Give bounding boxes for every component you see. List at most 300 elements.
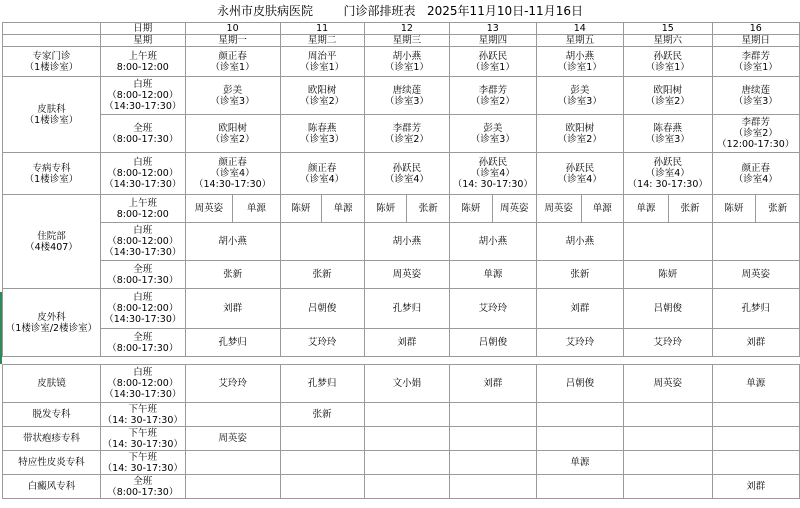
cell-line: 孔梦归 <box>218 337 247 348</box>
staff-cell <box>322 195 365 223</box>
staff-cell <box>712 365 800 403</box>
staff-cell <box>536 195 581 223</box>
weekday-cell <box>364 35 449 47</box>
staff-cell <box>450 77 537 115</box>
cell-line: 11 <box>316 23 329 34</box>
staff-cell <box>536 261 623 289</box>
cell-line: 孙跃民 <box>392 162 422 174</box>
staff-cell <box>536 77 623 115</box>
staff-cell <box>624 451 712 475</box>
cell-line: 全班 <box>133 263 153 275</box>
cell-line: 星期五 <box>565 35 595 46</box>
cell-line: 14 <box>573 23 586 34</box>
staff-cell <box>364 451 449 475</box>
staff-cell <box>280 223 364 261</box>
dept-expert <box>3 47 101 77</box>
cell-line: 吕朝俊 <box>565 378 595 389</box>
inpatient-day-row <box>3 223 800 261</box>
cell-line: 白班 <box>133 157 153 168</box>
cell-line: 孔梦归 <box>741 303 770 314</box>
staff-cell <box>280 261 364 289</box>
derm-full-row <box>3 115 800 153</box>
staff-cell <box>712 261 800 289</box>
scope-row <box>3 365 800 403</box>
cell-line: （诊室1） <box>300 61 345 73</box>
cell-line: 12 <box>400 23 413 34</box>
shift-cell <box>100 475 185 499</box>
staff-cell <box>185 261 280 289</box>
staff-cell <box>624 261 712 289</box>
staff-cell <box>280 427 364 451</box>
cell-line: 张新 <box>680 203 700 214</box>
header-weekday-row <box>3 35 800 47</box>
cell-line: （诊室1） <box>645 61 690 73</box>
cell-line: 上午班 <box>128 197 158 209</box>
separator <box>3 357 800 365</box>
cell-line: 胡小燕 <box>478 236 508 247</box>
staff-cell <box>185 223 280 261</box>
staff-cell <box>450 451 537 475</box>
weekday-cell <box>185 35 280 47</box>
staff-cell <box>450 153 537 195</box>
staff-cell <box>364 403 449 427</box>
hospital-name: 永州市皮肤病医院 <box>217 4 314 18</box>
cell-line: 孔梦归 <box>307 378 337 389</box>
shift-cell <box>100 289 185 329</box>
cell-line: （8:00-17:30） <box>107 486 179 498</box>
cell-line: （诊室4） <box>557 173 602 185</box>
cell-line: 星期六 <box>653 35 683 46</box>
cell-line: 周治平 <box>307 50 337 62</box>
cell-line: 单源 <box>636 203 656 214</box>
cell-line: 陈春燕 <box>653 122 683 134</box>
staff-cell <box>450 403 537 427</box>
inpatient-full-row <box>3 261 800 289</box>
cell-line: 陈妍 <box>724 203 744 214</box>
cell-line: （诊室2） <box>210 133 255 145</box>
cell-line: （诊室4） <box>210 168 255 179</box>
cell-line: 单源 <box>746 378 766 389</box>
staff-cell <box>364 427 449 451</box>
cell-line: 下午班 <box>128 451 158 463</box>
dept-inpatient <box>3 195 101 289</box>
cell-line: 胡小燕 <box>392 236 422 247</box>
cell-line: 刘群 <box>746 481 766 492</box>
cell-line: （诊室3） <box>470 133 515 145</box>
cell-line: 专病专科 <box>32 162 71 174</box>
staff-cell <box>364 475 449 499</box>
cell-line: （8:00-12:00） <box>107 168 179 179</box>
cell-line: （8:00-17:30） <box>107 342 179 354</box>
cell-line: 白癜风专科 <box>27 481 76 492</box>
staff-cell <box>536 153 623 195</box>
staff-cell <box>581 195 623 223</box>
cell-line: 星期日 <box>741 35 770 46</box>
cell-line: 星期 <box>133 35 153 46</box>
cell-line: 颜正春 <box>218 157 247 168</box>
staff-cell <box>536 115 623 153</box>
cell-line: 白班 <box>133 367 153 378</box>
cell-line: （14: 30-17:30） <box>627 179 708 190</box>
cell-line: 艾玲玲 <box>218 378 247 389</box>
staff-cell <box>712 77 800 115</box>
staff-cell <box>536 289 623 329</box>
derm-day-row <box>3 77 800 115</box>
staff-cell <box>185 365 280 403</box>
staff-cell <box>624 195 669 223</box>
weekday-cell <box>624 35 712 47</box>
cell-line: （14: 30-17:30） <box>102 462 183 474</box>
cell-line: 彭美 <box>483 122 503 134</box>
cell-line: 特应性皮炎专科 <box>18 457 85 468</box>
staff-cell <box>280 329 364 357</box>
cell-line: （诊室1） <box>557 61 602 73</box>
surgery-full-row <box>3 329 800 357</box>
staff-cell <box>364 153 449 195</box>
staff-cell <box>536 403 623 427</box>
cell-line: （14: 30-17:30） <box>102 414 183 426</box>
dept-special <box>3 153 101 195</box>
vitiligo-row <box>3 475 800 499</box>
staff-cell <box>185 329 280 357</box>
cell-line: （8:00-12:00） <box>107 236 179 247</box>
cell-line: 孙跃民 <box>653 50 683 62</box>
weekday-cell <box>450 35 537 47</box>
date-label <box>100 23 185 35</box>
staff-cell <box>712 115 800 153</box>
staff-cell <box>280 475 364 499</box>
staff-cell <box>280 77 364 115</box>
cell-line: 星期二 <box>307 35 337 46</box>
staff-cell <box>450 261 537 289</box>
cell-line: （8:00-17:30） <box>107 133 179 145</box>
cell-line: 白班 <box>133 292 153 303</box>
staff-cell <box>450 289 537 329</box>
cell-line: （1楼诊室） <box>24 114 79 126</box>
staff-cell <box>280 365 364 403</box>
staff-cell <box>668 195 712 223</box>
cell-line: 颜正春 <box>307 162 337 174</box>
staff-cell <box>624 223 712 261</box>
staff-cell <box>536 223 623 261</box>
cell-line: （诊室2） <box>645 95 690 107</box>
cell-line: 专家门诊 <box>32 50 71 62</box>
cell-line: 颜正春 <box>218 50 247 62</box>
shift-cell <box>100 195 185 223</box>
cell-line: （14:30-17:30） <box>193 179 272 190</box>
cell-line: 陈春燕 <box>307 122 337 134</box>
cell-line: 全班 <box>133 331 153 343</box>
cell-line: （1楼诊室） <box>24 173 79 185</box>
cell-line: 周英姿 <box>653 378 683 389</box>
cell-line: 全班 <box>133 475 153 487</box>
herpes-row <box>3 427 800 451</box>
staff-cell <box>712 427 800 451</box>
staff-cell <box>185 451 280 475</box>
cell-line: （诊室2） <box>733 128 778 139</box>
cell-line: 胡小燕 <box>218 236 247 247</box>
cell-line: （14:30-17:30） <box>104 179 182 190</box>
cell-line: （8:00-17:30） <box>107 274 179 286</box>
cell-line: （诊室4） <box>300 173 345 185</box>
date-cell <box>624 23 712 35</box>
staff-cell <box>185 195 233 223</box>
cell-line: （诊室3） <box>557 95 602 107</box>
cell-line: 下午班 <box>128 403 158 415</box>
cell-line: （1楼诊室） <box>24 61 79 73</box>
shift-cell <box>100 451 185 475</box>
staff-cell <box>712 47 800 77</box>
staff-cell <box>233 195 280 223</box>
cell-line: （诊室4） <box>733 173 778 185</box>
cell-line: 皮肤镜 <box>37 378 66 389</box>
cell-line: 周英姿 <box>194 203 224 214</box>
staff-cell <box>712 223 800 261</box>
staff-cell <box>450 195 493 223</box>
cell-line: 孙跃民 <box>653 157 683 168</box>
cell-line: 周英姿 <box>499 203 529 214</box>
staff-cell <box>624 365 712 403</box>
cell-line: （诊室3） <box>210 95 255 107</box>
cell-line: 陈妍 <box>461 203 481 214</box>
cell-line: 孔梦归 <box>392 303 422 314</box>
cell-line: 吕朝俊 <box>478 337 508 348</box>
staff-cell <box>280 47 364 77</box>
staff-cell <box>280 451 364 475</box>
cell-line: （诊室1） <box>384 61 429 73</box>
cell-line: 10 <box>226 23 239 34</box>
staff-cell <box>712 195 756 223</box>
cell-line: （8:00-12:00） <box>107 378 179 389</box>
cell-line: （4楼407） <box>25 241 78 253</box>
cell-line: （14:30-17:30） <box>104 101 182 112</box>
shift-cell <box>100 153 185 195</box>
cell-line: （14:30-17:30） <box>104 314 182 325</box>
staff-cell <box>536 475 623 499</box>
cell-line: 周英姿 <box>392 269 422 280</box>
cell-line: 欧阳树 <box>653 84 683 96</box>
cell <box>3 35 101 47</box>
staff-cell <box>712 289 800 329</box>
staff-cell <box>536 365 623 403</box>
cell-line: 15 <box>661 23 674 34</box>
staff-cell <box>624 427 712 451</box>
cell-line: （1楼诊室/2楼诊室） <box>5 322 98 334</box>
staff-cell <box>624 77 712 115</box>
date-range: 2025年11月10日-11月16日 <box>427 4 583 18</box>
cell-line: 李群芳 <box>392 122 422 134</box>
date-cell <box>364 23 449 35</box>
cell-line: （诊室3） <box>300 133 345 145</box>
staff-cell <box>624 329 712 357</box>
cell-line: （8:00-12:00） <box>107 303 179 314</box>
date-cell <box>712 23 800 35</box>
dept-scope <box>3 365 101 403</box>
cell-line: 周英姿 <box>544 203 573 214</box>
cell-line: （诊室1） <box>733 61 778 73</box>
cell-line: 13 <box>486 23 499 34</box>
staff-cell <box>712 475 800 499</box>
staff-cell <box>712 153 800 195</box>
cell-line: 陈妍 <box>658 269 678 280</box>
dept-hair <box>3 403 101 427</box>
cell-line: （诊室2） <box>557 133 602 145</box>
cell-line: 星期一 <box>218 35 247 46</box>
cell-line: （诊室4） <box>645 168 690 179</box>
shift-cell <box>100 365 185 403</box>
staff-cell <box>280 289 364 329</box>
staff-cell <box>185 115 280 153</box>
staff-cell <box>712 403 800 427</box>
cell-line: 张新 <box>418 203 438 214</box>
staff-cell <box>185 77 280 115</box>
cell <box>3 23 101 35</box>
cell-line: 住院部 <box>37 230 66 242</box>
cell-line: 脱发专科 <box>32 409 71 420</box>
dept-herpes <box>3 427 101 451</box>
cell-line: 艾玲玲 <box>565 337 595 348</box>
cell-line: 上午班 <box>128 50 158 62</box>
staff-cell <box>624 115 712 153</box>
staff-cell <box>756 195 800 223</box>
cell-line: 张新 <box>312 269 332 280</box>
cell-line: （14: 30-17:30） <box>452 179 533 190</box>
special-row <box>3 153 800 195</box>
cell-line: 李群芳 <box>741 50 770 62</box>
cell-line: 唐续莲 <box>392 84 422 96</box>
cell-line: （诊室4） <box>470 168 515 179</box>
cell-line: （14:30-17:30） <box>104 389 182 400</box>
cell-line: 彭美 <box>570 84 590 96</box>
cell-line: 胡小燕 <box>565 236 595 247</box>
staff-cell <box>536 329 623 357</box>
cell-line: 陈妍 <box>376 203 396 214</box>
cell-line: 刘群 <box>746 337 766 348</box>
shift-cell <box>100 223 185 261</box>
staff-cell <box>185 427 280 451</box>
staff-cell <box>624 47 712 77</box>
cell-line: 周英姿 <box>218 433 247 444</box>
staff-cell <box>450 329 537 357</box>
cell-line: 单源 <box>246 203 266 214</box>
cell-line: 下午班 <box>128 427 158 439</box>
atopic-row <box>3 451 800 475</box>
staff-cell <box>280 403 364 427</box>
staff-cell <box>364 115 449 153</box>
cell-line: （诊室3） <box>733 95 778 107</box>
staff-cell <box>364 77 449 115</box>
inpatient-am-row <box>3 195 800 223</box>
cell-line: （12:00-17:30） <box>717 139 795 150</box>
cell-line: （诊室1） <box>210 61 255 73</box>
schedule-name: 门诊部排班表 <box>343 4 416 18</box>
cell-line: 星期四 <box>478 35 508 46</box>
cell-line: （8:00-12:00） <box>107 90 179 101</box>
staff-cell <box>624 475 712 499</box>
cell-line: 张新 <box>570 269 590 280</box>
staff-cell <box>624 403 712 427</box>
cell-line: 欧阳树 <box>218 122 247 134</box>
cell-line: 孙跃民 <box>478 50 508 62</box>
cell-line: 全班 <box>133 122 153 134</box>
cell-line: 刘群 <box>397 337 417 348</box>
date-cell <box>185 23 280 35</box>
cell-line: 颜正春 <box>741 162 770 174</box>
cell-line: （14:30-17:30） <box>104 247 182 258</box>
shift-cell <box>100 403 185 427</box>
cell-line: （诊室3） <box>645 133 690 145</box>
staff-cell <box>450 47 537 77</box>
staff-cell <box>492 195 536 223</box>
cell-line: 胡小燕 <box>392 50 422 62</box>
cell-line: 带状疱疹专科 <box>22 433 80 444</box>
staff-cell <box>364 261 449 289</box>
shift-cell <box>100 77 185 115</box>
staff-cell <box>536 427 623 451</box>
staff-cell <box>407 195 450 223</box>
date-cell <box>450 23 537 35</box>
cell-line: 张新 <box>312 409 332 420</box>
cell-line: 白班 <box>133 225 153 236</box>
cell-line: 16 <box>749 23 762 34</box>
staff-cell <box>364 365 449 403</box>
dept-atopic <box>3 451 101 475</box>
cell-line: 皮外科 <box>37 311 66 323</box>
cell-line: 唐续莲 <box>741 84 770 96</box>
staff-cell <box>624 153 712 195</box>
cell-line: （诊室1） <box>470 61 515 73</box>
staff-cell <box>712 451 800 475</box>
staff-cell <box>536 451 623 475</box>
staff-cell <box>185 403 280 427</box>
cell-line: 刘群 <box>570 303 590 314</box>
staff-cell <box>364 47 449 77</box>
cell-line: （诊室2） <box>470 95 515 107</box>
cell-line: 周英姿 <box>741 269 770 280</box>
cell-line: 皮肤科 <box>37 103 66 115</box>
cell-line: 8:00-12:00 <box>116 208 169 220</box>
cell-line: 孙跃民 <box>478 157 508 168</box>
cell-line: 单源 <box>483 269 503 280</box>
shift-cell <box>100 261 185 289</box>
staff-cell <box>450 115 537 153</box>
cell-line: 刘群 <box>223 303 243 314</box>
staff-cell <box>624 289 712 329</box>
cell-line: 张新 <box>223 269 243 280</box>
cell-line: 欧阳树 <box>565 122 595 134</box>
staff-cell <box>712 329 800 357</box>
cell-line: 李群芳 <box>478 84 508 96</box>
shift-cell <box>100 427 185 451</box>
dept-vitiligo <box>3 475 101 499</box>
expert-row <box>3 47 800 77</box>
dept-derm <box>3 77 101 153</box>
staff-cell <box>364 329 449 357</box>
cell-line: 张新 <box>768 203 788 214</box>
shift-cell <box>100 115 185 153</box>
cell-line: 吕朝俊 <box>653 303 683 314</box>
separator-row <box>3 357 800 365</box>
staff-cell <box>185 153 280 195</box>
staff-cell <box>280 153 364 195</box>
dept-surgery <box>3 289 101 357</box>
cell-line: （14: 30-17:30） <box>102 438 183 450</box>
cell-line: 单源 <box>333 203 353 214</box>
cell-line: （诊室3） <box>384 95 429 107</box>
staff-cell <box>450 223 537 261</box>
cell-line: （诊室2） <box>300 95 345 107</box>
cell-line: （诊室2） <box>384 133 429 145</box>
